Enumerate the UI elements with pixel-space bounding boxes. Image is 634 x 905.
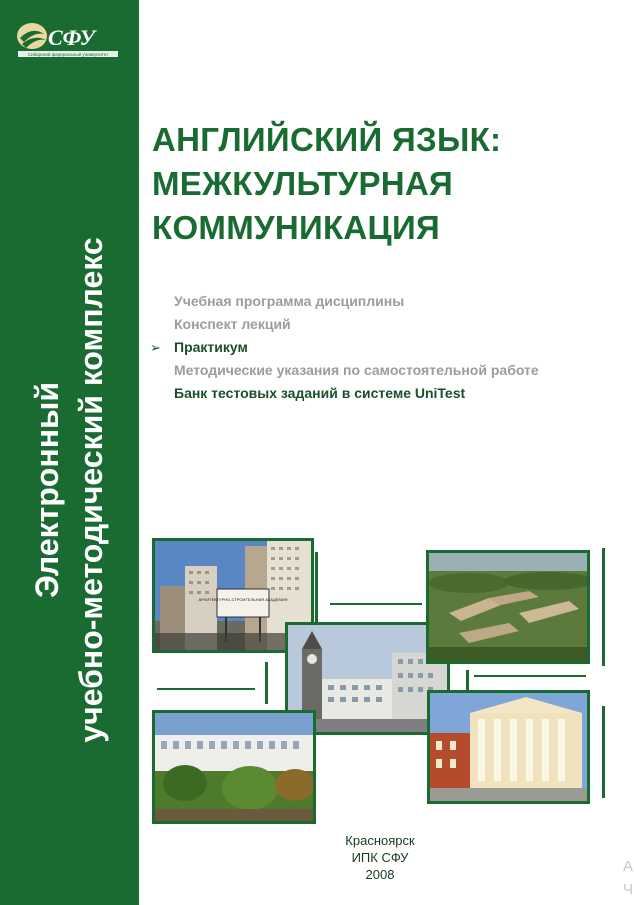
title-line-1: АНГЛИЙСКИЙ ЯЗЫК: bbox=[152, 121, 502, 158]
deco-line bbox=[157, 688, 255, 690]
spine-line-1: Электронный bbox=[29, 381, 65, 599]
sfu-logo bbox=[14, 18, 122, 60]
arrow-right-icon: ➢ bbox=[150, 340, 161, 355]
menu-item-test-bank[interactable]: Банк тестовых заданий в системе UniTest bbox=[174, 385, 466, 401]
menu-item-guidelines[interactable]: Методические указания по самостоятельной работе bbox=[174, 362, 539, 378]
menu-item-lectures[interactable]: Конспект лекций bbox=[174, 316, 291, 332]
deco-line bbox=[602, 548, 605, 666]
imprint bbox=[300, 832, 460, 883]
cut-off-char-2: Ч bbox=[623, 881, 633, 898]
deco-line bbox=[466, 670, 469, 690]
photo-building-trees bbox=[152, 710, 316, 824]
sidebar-band bbox=[0, 0, 139, 905]
title-line-2: МЕЖКУЛЬТУРНАЯ bbox=[152, 165, 454, 202]
deco-line bbox=[330, 603, 422, 605]
spine-line-2: учебно-методический комплекс bbox=[73, 237, 109, 743]
contents-menu bbox=[150, 290, 620, 405]
logo-emblem bbox=[17, 23, 47, 49]
cut-off-char-1: А bbox=[623, 858, 634, 875]
page-title bbox=[152, 118, 622, 250]
logo-brand: СФУ bbox=[48, 25, 95, 50]
academy-sign bbox=[217, 589, 269, 617]
title-line-3: КОММУНИКАЦИЯ bbox=[152, 209, 440, 246]
deco-line bbox=[315, 552, 318, 622]
clock-icon bbox=[307, 654, 317, 664]
menu-item-practicum[interactable] bbox=[150, 336, 620, 359]
menu-item-program[interactable]: Учебная программа дисциплины bbox=[174, 293, 405, 309]
photo-building-trees-image bbox=[155, 713, 313, 821]
photo-aerial-campus-image bbox=[429, 553, 587, 661]
deco-line bbox=[265, 662, 268, 704]
photo-columned-building bbox=[427, 690, 590, 804]
photo-columned-building-image bbox=[430, 693, 587, 801]
cut-off-text bbox=[623, 855, 633, 901]
imprint-publisher: ИПК СФУ bbox=[351, 850, 409, 865]
imprint-city: Красноярск bbox=[345, 833, 415, 848]
menu-item-practicum-label: Практикум bbox=[174, 339, 248, 355]
deco-line bbox=[602, 706, 605, 798]
spine-title bbox=[25, 237, 113, 742]
logo-subtitle: Сибирский федеральный университет bbox=[27, 52, 109, 57]
deco-line bbox=[474, 675, 586, 677]
imprint-year: 2008 bbox=[365, 867, 395, 882]
photo-aerial-campus bbox=[426, 550, 590, 664]
academy-sign-text: АРХИТЕКТУРНО-СТРОИТЕЛЬНАЯ АКАДЕМИЯ bbox=[198, 597, 288, 602]
